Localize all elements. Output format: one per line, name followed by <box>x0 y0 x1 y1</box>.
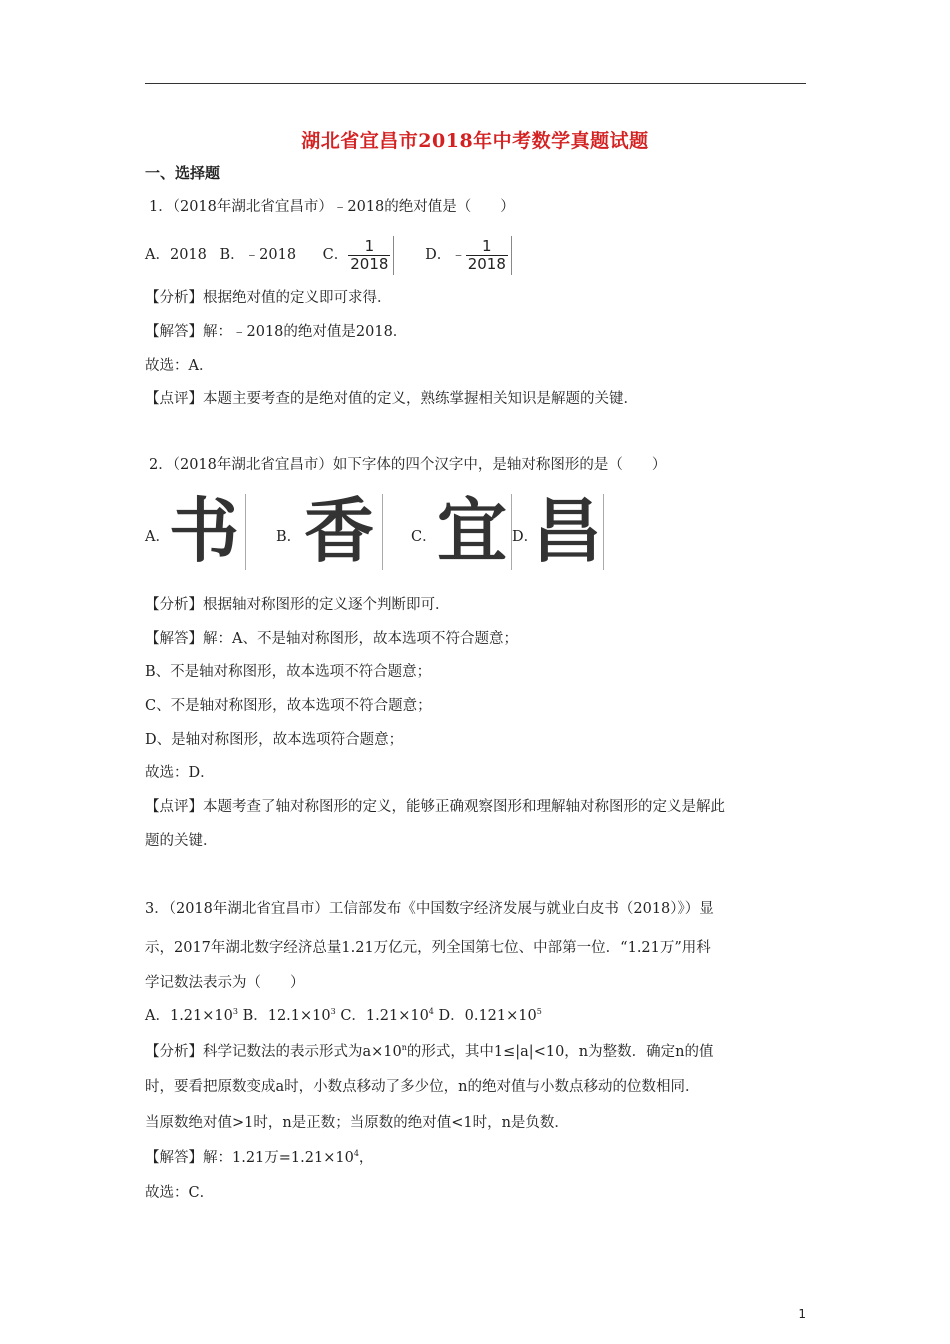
fraction-numerator: 1 <box>466 238 508 256</box>
q1-option-c-label: C． <box>322 247 349 263</box>
q2-option-b-glyph: 香 <box>304 490 374 572</box>
q3-option-a: A．$1.21\times 10^3$ <box>145 1007 238 1024</box>
header-rule <box>145 83 806 84</box>
q2-answer-1: 【解答】解：A、不是轴对称图形，故本选项不符合题意； <box>145 631 518 647</box>
q2-option-a-label: A． <box>145 529 170 545</box>
page-title: 湖北省宜昌市2018年中考数学真题试题 <box>301 130 649 152</box>
q2-answer-4: D、是轴对称图形，故本选项符合题意； <box>145 732 404 748</box>
q3-choice: 故选：C． <box>145 1185 215 1201</box>
q1-stem: 1．（2018年湖北省宜昌市）﹣2018的绝对值是（ ） <box>149 199 515 215</box>
q1-option-a: A．2018 <box>145 247 207 263</box>
q1-option-b: B．﹣2018 <box>219 247 297 263</box>
q1-analysis: 【分析】根据绝对值的定义即可求得． <box>145 290 392 306</box>
q2-option-c-glyph: 宜 <box>437 490 507 572</box>
q2-choice: 故选：D． <box>145 765 215 781</box>
q3-stem-1: 3．（2018年湖北省宜昌市）工信部发布《中国数字经济发展与就业白皮书（2018）》）显 <box>145 901 714 917</box>
q1-option-d-label: D．﹣ <box>425 247 466 263</box>
q2-analysis: 【分析】根据轴对称图形的定义逐个判断即可． <box>145 597 450 613</box>
fraction-denominator: 2018 <box>467 254 506 273</box>
q2-answer-3: C、不是轴对称图形，故本选项不符合题意； <box>145 698 432 714</box>
q2-stem: 2．（2018年湖北省宜昌市）如下字体的四个汉字中，是轴对称图形的是（ ） <box>149 457 667 473</box>
divider <box>382 494 383 570</box>
q3-analysis-2: 时，要看把原数变成a时，小数点移动了多少位，n的绝对值与小数点移动的位数相同． <box>145 1079 700 1095</box>
q3-analysis-3: 当原数绝对值>1时，n是正数；当原数的绝对值<1时，n是负数． <box>145 1115 569 1131</box>
q2-option-a-glyph: 书 <box>169 490 239 572</box>
divider <box>245 494 246 570</box>
q3-option-b: B．$12.1\times 10^3$ <box>242 1007 336 1024</box>
q2-options <box>145 492 615 572</box>
q2-comment-1: 【点评】本题考查了轴对称图形的定义，能够正确观察图形和理解轴对称图形的定义是解此 <box>145 799 725 815</box>
fraction-numerator: 1 <box>348 238 390 256</box>
q3-options <box>145 1006 542 1026</box>
q3-analysis-1: 【分析】科学记数法的表示形式为$a\times 10^n$的形式，其中1≤|a|<10，n为整数．确定n的值 <box>145 1043 714 1060</box>
q1-comment: 【点评】本题主要考查的是绝对值的定义，熟练掌握相关知识是解题的关键． <box>145 391 638 407</box>
q3-stem-2: 示，2017年湖北数字经济总量1.21万亿元，列全国第七位、中部第一位．“1.21万”用科 <box>145 940 711 956</box>
section-heading: 一、选择题 <box>145 164 221 182</box>
q3-answer: 【解答】解：1.21万$=1.21\times 10^4$， <box>145 1149 374 1166</box>
divider <box>603 494 604 570</box>
q1-option-d-fraction <box>466 238 512 273</box>
q1-options <box>145 235 512 275</box>
page-number: 1 <box>798 1307 806 1321</box>
q2-answer-2: B、不是轴对称图形，故本选项不符合题意； <box>145 664 432 680</box>
q2-comment-2: 题的关键． <box>145 833 218 849</box>
q1-answer: 【解答】解：﹣2018的绝对值是2018． <box>145 324 408 340</box>
q3-option-d: D．$0.121\times 10^5$ <box>438 1007 542 1024</box>
fraction-denominator: 2018 <box>350 254 389 273</box>
q3-option-c: C．$1.21\times 10^4$ <box>340 1007 434 1024</box>
q2-option-b-label: B． <box>276 529 302 545</box>
q3-stem-3: 学记数法表示为（ ） <box>145 975 305 991</box>
q2-option-d-glyph: 昌 <box>532 490 602 572</box>
q1-choice: 故选：A． <box>145 358 214 374</box>
q2-option-c-label: C． <box>411 529 437 545</box>
q2-option-d-label: D． <box>512 529 539 545</box>
q1-option-c-fraction <box>348 238 394 273</box>
